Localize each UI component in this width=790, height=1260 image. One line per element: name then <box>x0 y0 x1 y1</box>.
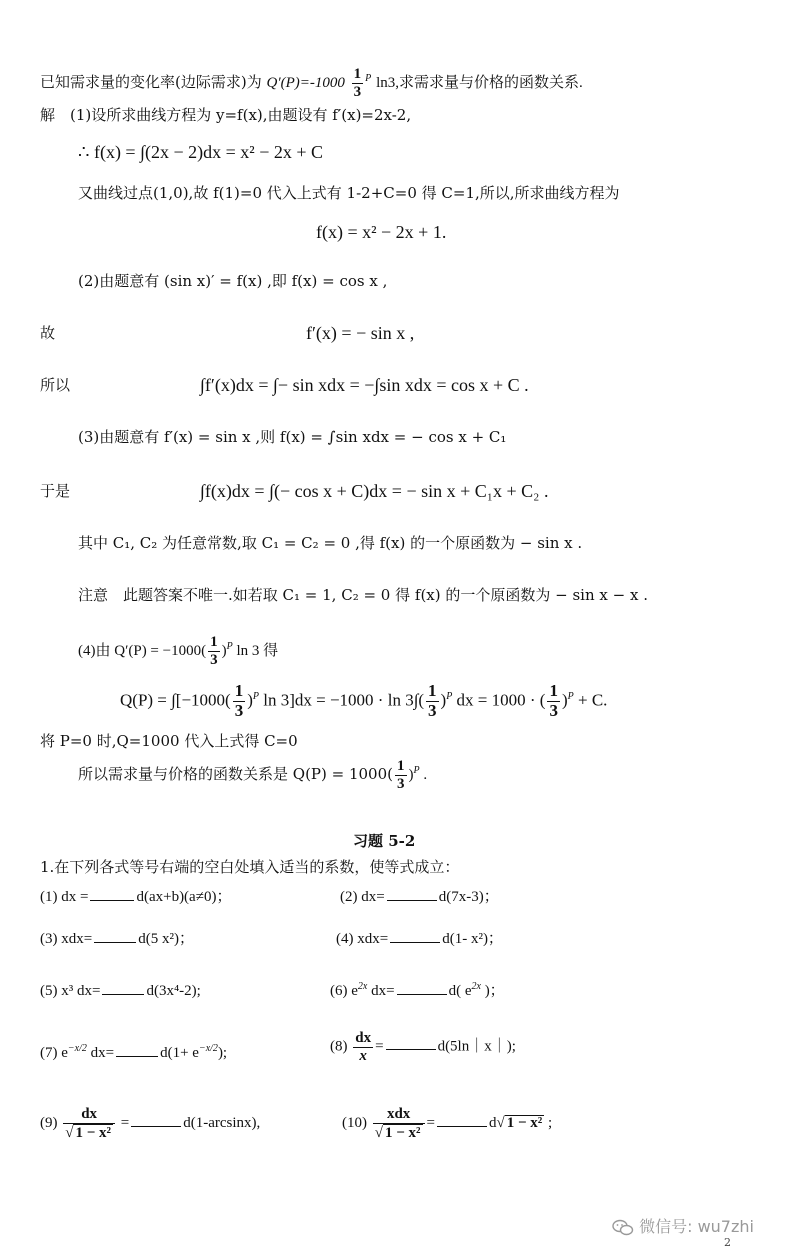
sol4-line1-frac <box>208 634 220 668</box>
sol4-line2-exp2: P <box>446 691 453 703</box>
item-9-num: dx <box>63 1106 115 1124</box>
sol4-line2-f: ) <box>561 690 568 710</box>
frac-num: 1 <box>549 681 558 700</box>
intro-text: 已知需求量的变化率(边际需求)为 <box>40 73 262 91</box>
item-1 <box>40 888 231 905</box>
sol2-line1: (2)由题意有 (sin x)′ = f(x) ,即 f(x) = cos x , <box>78 272 388 290</box>
sol2-line3: ∫f′(x)dx = ∫− sin xdx = −∫sin xdx = cos x + C . <box>200 375 529 395</box>
sol4-line4-b: ) <box>408 767 414 783</box>
item-7-c: d(1+ e <box>160 1045 199 1061</box>
sol4-line2-exp3: P <box>567 691 574 703</box>
intro-tail: ln3,求需求量与价格的函数关系. <box>376 75 583 91</box>
item-6-exp: 2x <box>357 981 368 992</box>
sol4-line1 <box>78 634 278 668</box>
item-10-den: 1 − x² <box>384 1124 421 1141</box>
sol4-line1-c: ln 3 得 <box>232 643 279 659</box>
intro-expr: Q′(P)=-1000 <box>266 75 345 91</box>
sol3-line1: (3)由题意有 f′(x) = sin x ,则 f(x) = ∫sin xdx = − cos x + C₁ <box>78 428 507 446</box>
item-10-a: (10) <box>342 1114 367 1131</box>
item-8 <box>330 1030 516 1064</box>
blank-3[interactable] <box>94 930 136 943</box>
sol3-line3: 其中 C₁, C₂ 为任意常数,取 C₁ = C₂ = 0 ,得 f(x) 的一个原函数为 − sin x . <box>78 534 583 552</box>
sol4-line4-frac <box>395 758 407 792</box>
sol4-line1-a: (4)由 Q′(P) = −1000( <box>78 643 207 659</box>
intro-line <box>40 66 583 100</box>
item-10-e: ; <box>544 1114 553 1131</box>
sol4-line2-b: ) <box>247 690 253 710</box>
item-6 <box>330 982 505 999</box>
sol4-line2-frac2 <box>426 682 439 720</box>
item-9-b: = <box>120 1114 130 1131</box>
item-6-c: d( e <box>448 983 472 999</box>
sol4-line2-exp: P <box>252 691 259 703</box>
sol4-line2 <box>120 682 607 720</box>
sol4-line4-a: 所以需求量与价格的函数关系是 Q(P) = 1000( <box>78 765 393 783</box>
frac-num: 1 <box>397 758 405 774</box>
blank-4[interactable] <box>390 930 440 943</box>
sol1-line3: 又曲线过点(1,0),故 f(1)=0 代入上式有 1-2+C=0 得 C=1,所以,所求曲线方程为 <box>78 184 620 202</box>
sol4-line4-exp: P <box>413 765 420 776</box>
frac-num: 1 <box>428 681 437 700</box>
item-5-a: (5) x³ dx= <box>40 983 101 999</box>
item-9-fraction <box>63 1106 115 1141</box>
sol1-line1: 解 (1)设所求曲线方程为 y=f(x),由题设有 f′(x)=2x-2, <box>40 106 412 124</box>
watermark-text: 微信号: wu7zhi <box>639 1217 754 1236</box>
sol1-line2: ∴ f(x) = ∫(2x − 2)dx = x² − 2x + C <box>78 142 324 162</box>
sol4-line2-frac3 <box>547 682 560 720</box>
sol4-line2-e: dx = 1000 · ( <box>452 690 546 710</box>
watermark <box>612 1214 754 1237</box>
item-5-b: d(3x⁴-2); <box>146 983 201 999</box>
blank-6[interactable] <box>397 982 447 995</box>
blank-9[interactable] <box>131 1114 181 1127</box>
item-6-a: (6) e <box>330 983 358 999</box>
frac-den: 3 <box>397 775 405 792</box>
blank-7[interactable] <box>116 1044 158 1057</box>
item-7-exp: −x/2 <box>67 1043 87 1054</box>
item-10-sqrt: √ 1 − x² <box>496 1114 543 1131</box>
item-1-a: (1) dx = <box>40 889 89 905</box>
item-8-den: x <box>359 1047 367 1064</box>
sol2-gu: 故 <box>40 324 56 342</box>
item-9-c: d(1-arcsinx), <box>183 1114 261 1131</box>
item-10-num: xdx <box>373 1106 425 1124</box>
item-6-exp2: 2x <box>471 981 481 992</box>
item-4-a: (4) xdx= <box>336 931 389 947</box>
item-2-b: d(7x-3)； <box>438 889 499 905</box>
question-1: 1.在下列各式等号右端的空白处填入适当的系数，使等式成立： <box>40 858 460 876</box>
sol2-suoyi: 所以 <box>40 376 71 394</box>
sol2-line2: f′(x) = − sin x , <box>306 323 415 343</box>
sol4-line2-frac1 <box>233 682 246 720</box>
sol4-line2-g: + C. <box>573 690 608 710</box>
sol4-line4 <box>78 758 427 792</box>
intro-frac-den: 3 <box>353 83 362 100</box>
item-9-den-wrap: √ 1 − x² <box>65 1124 112 1141</box>
blank-8[interactable] <box>386 1037 436 1050</box>
item-7-exp2: −x/2 <box>198 1043 218 1054</box>
item-9-den: 1 − x² <box>75 1124 112 1141</box>
item-10-b: = <box>426 1114 435 1131</box>
item-9-a: (9) <box>40 1114 58 1131</box>
item-10-c: d <box>489 1114 497 1131</box>
blank-2[interactable] <box>387 888 437 901</box>
wechat-icon <box>612 1219 634 1237</box>
item-1-b: d(ax+b)(a≠0)； <box>136 889 232 905</box>
item-3-b: d(5 x²)； <box>138 931 194 947</box>
item-8-fraction <box>353 1030 373 1064</box>
item-5 <box>40 982 201 999</box>
item-7-a: (7) e <box>40 1045 68 1061</box>
item-8-b: = <box>375 1038 384 1055</box>
page-number: 2 <box>724 1236 731 1249</box>
item-10-radicand: 1 − x² <box>506 1114 543 1131</box>
item-4-b: d(1- x²)； <box>442 931 503 947</box>
sol4-line1-b: ) <box>221 643 227 659</box>
sol4-line1-exp: P <box>226 641 233 652</box>
item-3 <box>40 930 194 947</box>
section-title: 习题 5-2 <box>353 832 416 850</box>
item-8-a: (8) <box>330 1038 348 1055</box>
item-10 <box>342 1106 552 1141</box>
item-8-num: dx <box>355 1030 372 1046</box>
frac-num: 1 <box>234 681 244 700</box>
sol4-line4-c: . <box>419 767 428 783</box>
item-3-a: (3) xdx= <box>40 931 93 947</box>
item-10-fraction <box>373 1106 425 1141</box>
blank-1[interactable] <box>90 888 134 901</box>
sol3-line2: ∫f(x)dx = ∫(− cos x + C)dx = − sin x + C₁x + C₂ . <box>200 481 549 501</box>
frac-den: 3 <box>549 700 558 720</box>
intro-exp: P <box>365 73 372 84</box>
blank-5[interactable] <box>102 982 144 995</box>
sol3-line4: 注意 此题答案不唯一.如若取 C₁ = 1, C₂ = 0 得 f(x) 的一个原函数为 − sin x − x . <box>78 586 648 604</box>
sol3-yushi: 于是 <box>40 482 71 500</box>
item-7-b: dx= <box>86 1045 115 1061</box>
item-8-c: d(5ln｜x｜); <box>437 1038 516 1055</box>
sol4-line2-c: ln 3]dx = −1000 · ln 3∫( <box>259 690 425 710</box>
item-6-d: )； <box>480 983 505 999</box>
frac-den: 3 <box>210 651 218 668</box>
sol4-line2-a: Q(P) = ∫[−1000( <box>120 690 231 710</box>
item-7 <box>40 1044 227 1061</box>
sol1-line4: f(x) = x² − 2x + 1. <box>316 222 447 242</box>
item-2 <box>340 888 499 905</box>
item-7-d: ); <box>217 1045 228 1061</box>
item-10-den-wrap: √ 1 − x² <box>374 1124 421 1141</box>
item-9 <box>40 1106 260 1141</box>
item-2-a: (2) dx= <box>340 889 385 905</box>
item-6-b: dx= <box>367 983 395 999</box>
frac-den: 3 <box>234 700 244 720</box>
frac-num: 1 <box>210 634 218 650</box>
frac-den: 3 <box>428 700 437 720</box>
intro-frac-num: 1 <box>353 66 362 82</box>
intro-fraction <box>352 66 364 100</box>
blank-10[interactable] <box>437 1114 487 1127</box>
sol4-line2-d: ) <box>440 690 447 710</box>
sol4-line3: 将 P=0 时,Q=1000 代入上式得 C=0 <box>40 732 298 750</box>
item-4 <box>336 930 503 947</box>
